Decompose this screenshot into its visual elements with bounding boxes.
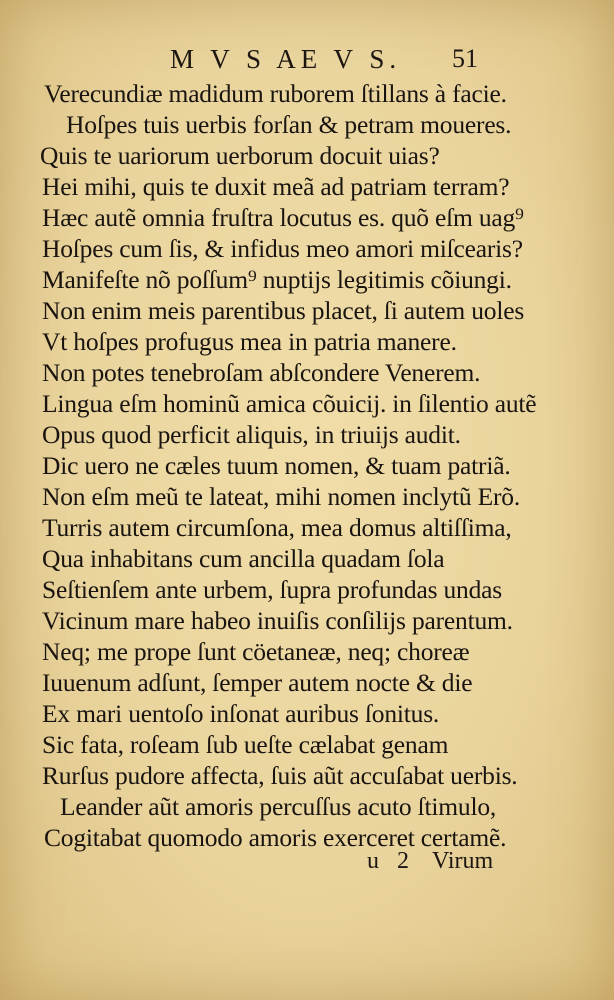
text-line: Ex mari uentoſo inſonat auribus ſonitus. (42, 699, 440, 728)
running-head-title: M V S AE V S. (170, 44, 402, 74)
text-line: Vt hoſpes profugus mea in patria manere. (42, 327, 457, 356)
text-line: Hoſpes tuis uerbis forſan & petram moueres. (66, 110, 512, 139)
text-line: Verecundiæ madidum ruborem ſtillans à facie. (44, 79, 507, 108)
catchword: Virum (432, 848, 494, 874)
running-head (0, 44, 614, 74)
text-line: Sic fata, roſeam ſub ueſte cælabat genam (42, 730, 449, 759)
text-line: Hoſpes cum ſis, & infidus meo amori miſcearis? (42, 234, 523, 263)
text-line: Hæc autẽ omnia fruſtra locutus es. quõ eſm uag⁹ (42, 203, 524, 232)
text-line: Opus quod perficit aliquis, in triuijs audit. (42, 420, 461, 449)
text-line: Manifeſte nõ poſſum⁹ nuptijs legitimis cõiungi. (42, 265, 512, 294)
text-line: Vicinum mare habeo inuiſis conſilijs parentum. (42, 606, 513, 635)
text-line: Seſtienſem ante urbem, ſupra profundas undas (42, 575, 502, 604)
text-line: Quis te uariorum uerborum docuit uias? (40, 141, 440, 170)
text-line: Rurſus pudore affecta, ſuis aũt accuſabat uerbis. (42, 761, 518, 790)
text-line: Non enim meis parentibus placet, ſi autem uoles (42, 296, 525, 325)
text-line: Qua inhabitans cum ancilla quadam ſola (42, 544, 445, 573)
page-number: 51 (452, 44, 478, 73)
text-line: Non eſm meũ te lateat, mihi nomen inclytũ Erõ. (42, 482, 521, 511)
signature-mark: u 2 (367, 848, 415, 874)
text-line: Leander aũt amoris percuſſus acuto ſtimulo, (60, 792, 497, 821)
text-line: Dic uero ne cæles tuum nomen, & tuam patriã. (42, 451, 511, 480)
text-line: Turris autem circumſona, mea domus altiſſima, (42, 513, 512, 542)
text-line: Hei mihi, quis te duxit meã ad patriam terram? (42, 172, 510, 201)
text-line: Lingua eſm hominũ amica cõuicij. in ſilentio autẽ (42, 389, 537, 418)
text-line: Cogitabat quomodo amoris exerceret certamẽ. (44, 823, 507, 852)
text-line: Neq; me prope ſunt cöetaneæ, neq; choreæ (42, 637, 470, 666)
signature-line (0, 848, 614, 878)
text-line: Non potes tenebroſam abſcondere Venerem. (42, 358, 481, 387)
text-line: Iuuenum adſunt, ſemper autem nocte & die (42, 668, 473, 697)
